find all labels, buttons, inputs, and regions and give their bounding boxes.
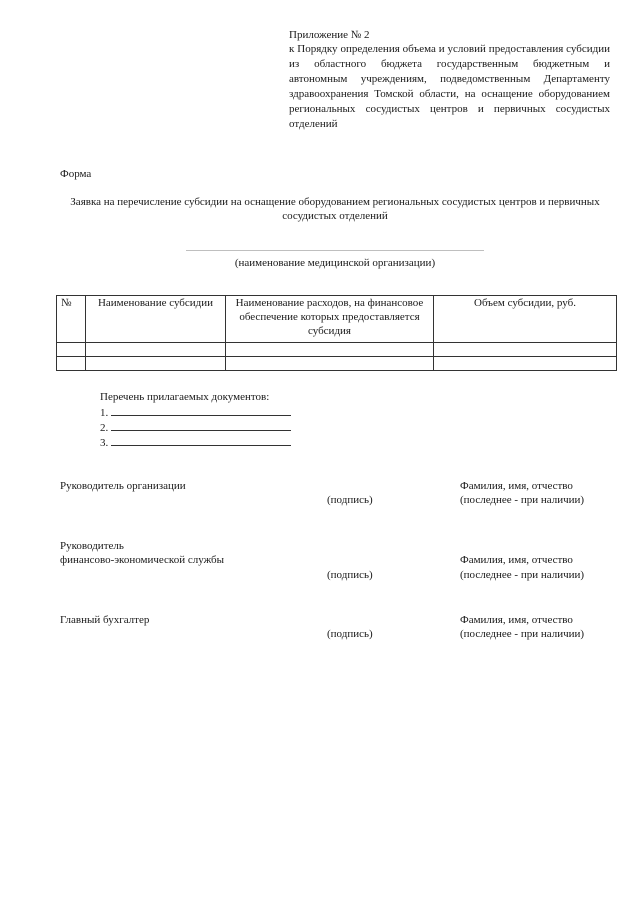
- appendix-title: Приложение № 2: [289, 29, 370, 41]
- table-row: [57, 343, 617, 357]
- signature-role-head: Руководитель организации: [60, 480, 186, 492]
- org-name-caption: (наименование медицинской организации): [234, 257, 436, 269]
- appendix-block: [289, 28, 610, 132]
- table-row: [57, 357, 617, 371]
- document-blank-line[interactable]: [111, 434, 291, 446]
- fio-note: (последнее - при наличии): [460, 628, 585, 640]
- col-header-subsidy-amount: Объем субсидии, руб.: [434, 296, 617, 343]
- list-item: [100, 404, 291, 419]
- signature-role-finance-line1: Руководитель: [60, 540, 124, 552]
- list-item-number: 3.: [100, 437, 109, 449]
- fio-caption: Фамилия, имя, отчество: [460, 614, 573, 626]
- documents-list: [100, 390, 291, 449]
- appendix-text: к Порядку определения объема и условий предоставления субсидии из областного бюджета государственным бюджетным и автономным учреждениям, подведомственным Департаменту здравоохранения Томской области, на оснащение оборудованием региональных сосудистых центров и первичных сосудистых отделений: [289, 43, 610, 130]
- table-header-row: [57, 296, 617, 343]
- table-cell[interactable]: [86, 357, 226, 371]
- table-cell[interactable]: [434, 343, 617, 357]
- form-label: Форма: [60, 168, 92, 180]
- fio-caption: Фамилия, имя, отчество: [460, 554, 573, 566]
- col-header-expense-name: Наименование расходов, на финансовое обеспечение которых предоставляется субсидия: [226, 296, 434, 343]
- document-blank-line[interactable]: [111, 404, 291, 416]
- signature-caption: (подпись): [327, 628, 373, 640]
- list-item-number: 2.: [100, 422, 109, 434]
- document-blank-line[interactable]: [111, 419, 291, 431]
- signature-role-chief-accountant: Главный бухгалтер: [60, 614, 150, 626]
- list-item: [100, 434, 291, 449]
- table-cell[interactable]: [226, 357, 434, 371]
- table-cell[interactable]: [57, 357, 86, 371]
- col-header-subsidy-name: Наименование субсидии: [86, 296, 226, 343]
- list-item-number: 1.: [100, 407, 109, 419]
- org-name-line: [186, 250, 484, 251]
- fio-note: (последнее - при наличии): [460, 494, 585, 506]
- table-cell[interactable]: [86, 343, 226, 357]
- fio-note: (последнее - при наличии): [460, 569, 585, 581]
- table-cell[interactable]: [434, 357, 617, 371]
- signature-caption: (подпись): [327, 494, 373, 506]
- signature-caption: (подпись): [327, 569, 373, 581]
- table-cell[interactable]: [226, 343, 434, 357]
- table-cell[interactable]: [57, 343, 86, 357]
- documents-title: Перечень прилагаемых документов:: [100, 391, 270, 403]
- col-header-number: №: [57, 296, 86, 343]
- list-item: [100, 419, 291, 434]
- subsidy-table: [56, 295, 617, 371]
- fio-caption: Фамилия, имя, отчество: [460, 480, 573, 492]
- document-heading: Заявка на перечисление субсидии на оснащение оборудованием региональных сосудистых центров и первичных сосудистых отделений: [70, 196, 600, 222]
- signature-role-finance-line2: финансово-экономической службы: [60, 554, 225, 566]
